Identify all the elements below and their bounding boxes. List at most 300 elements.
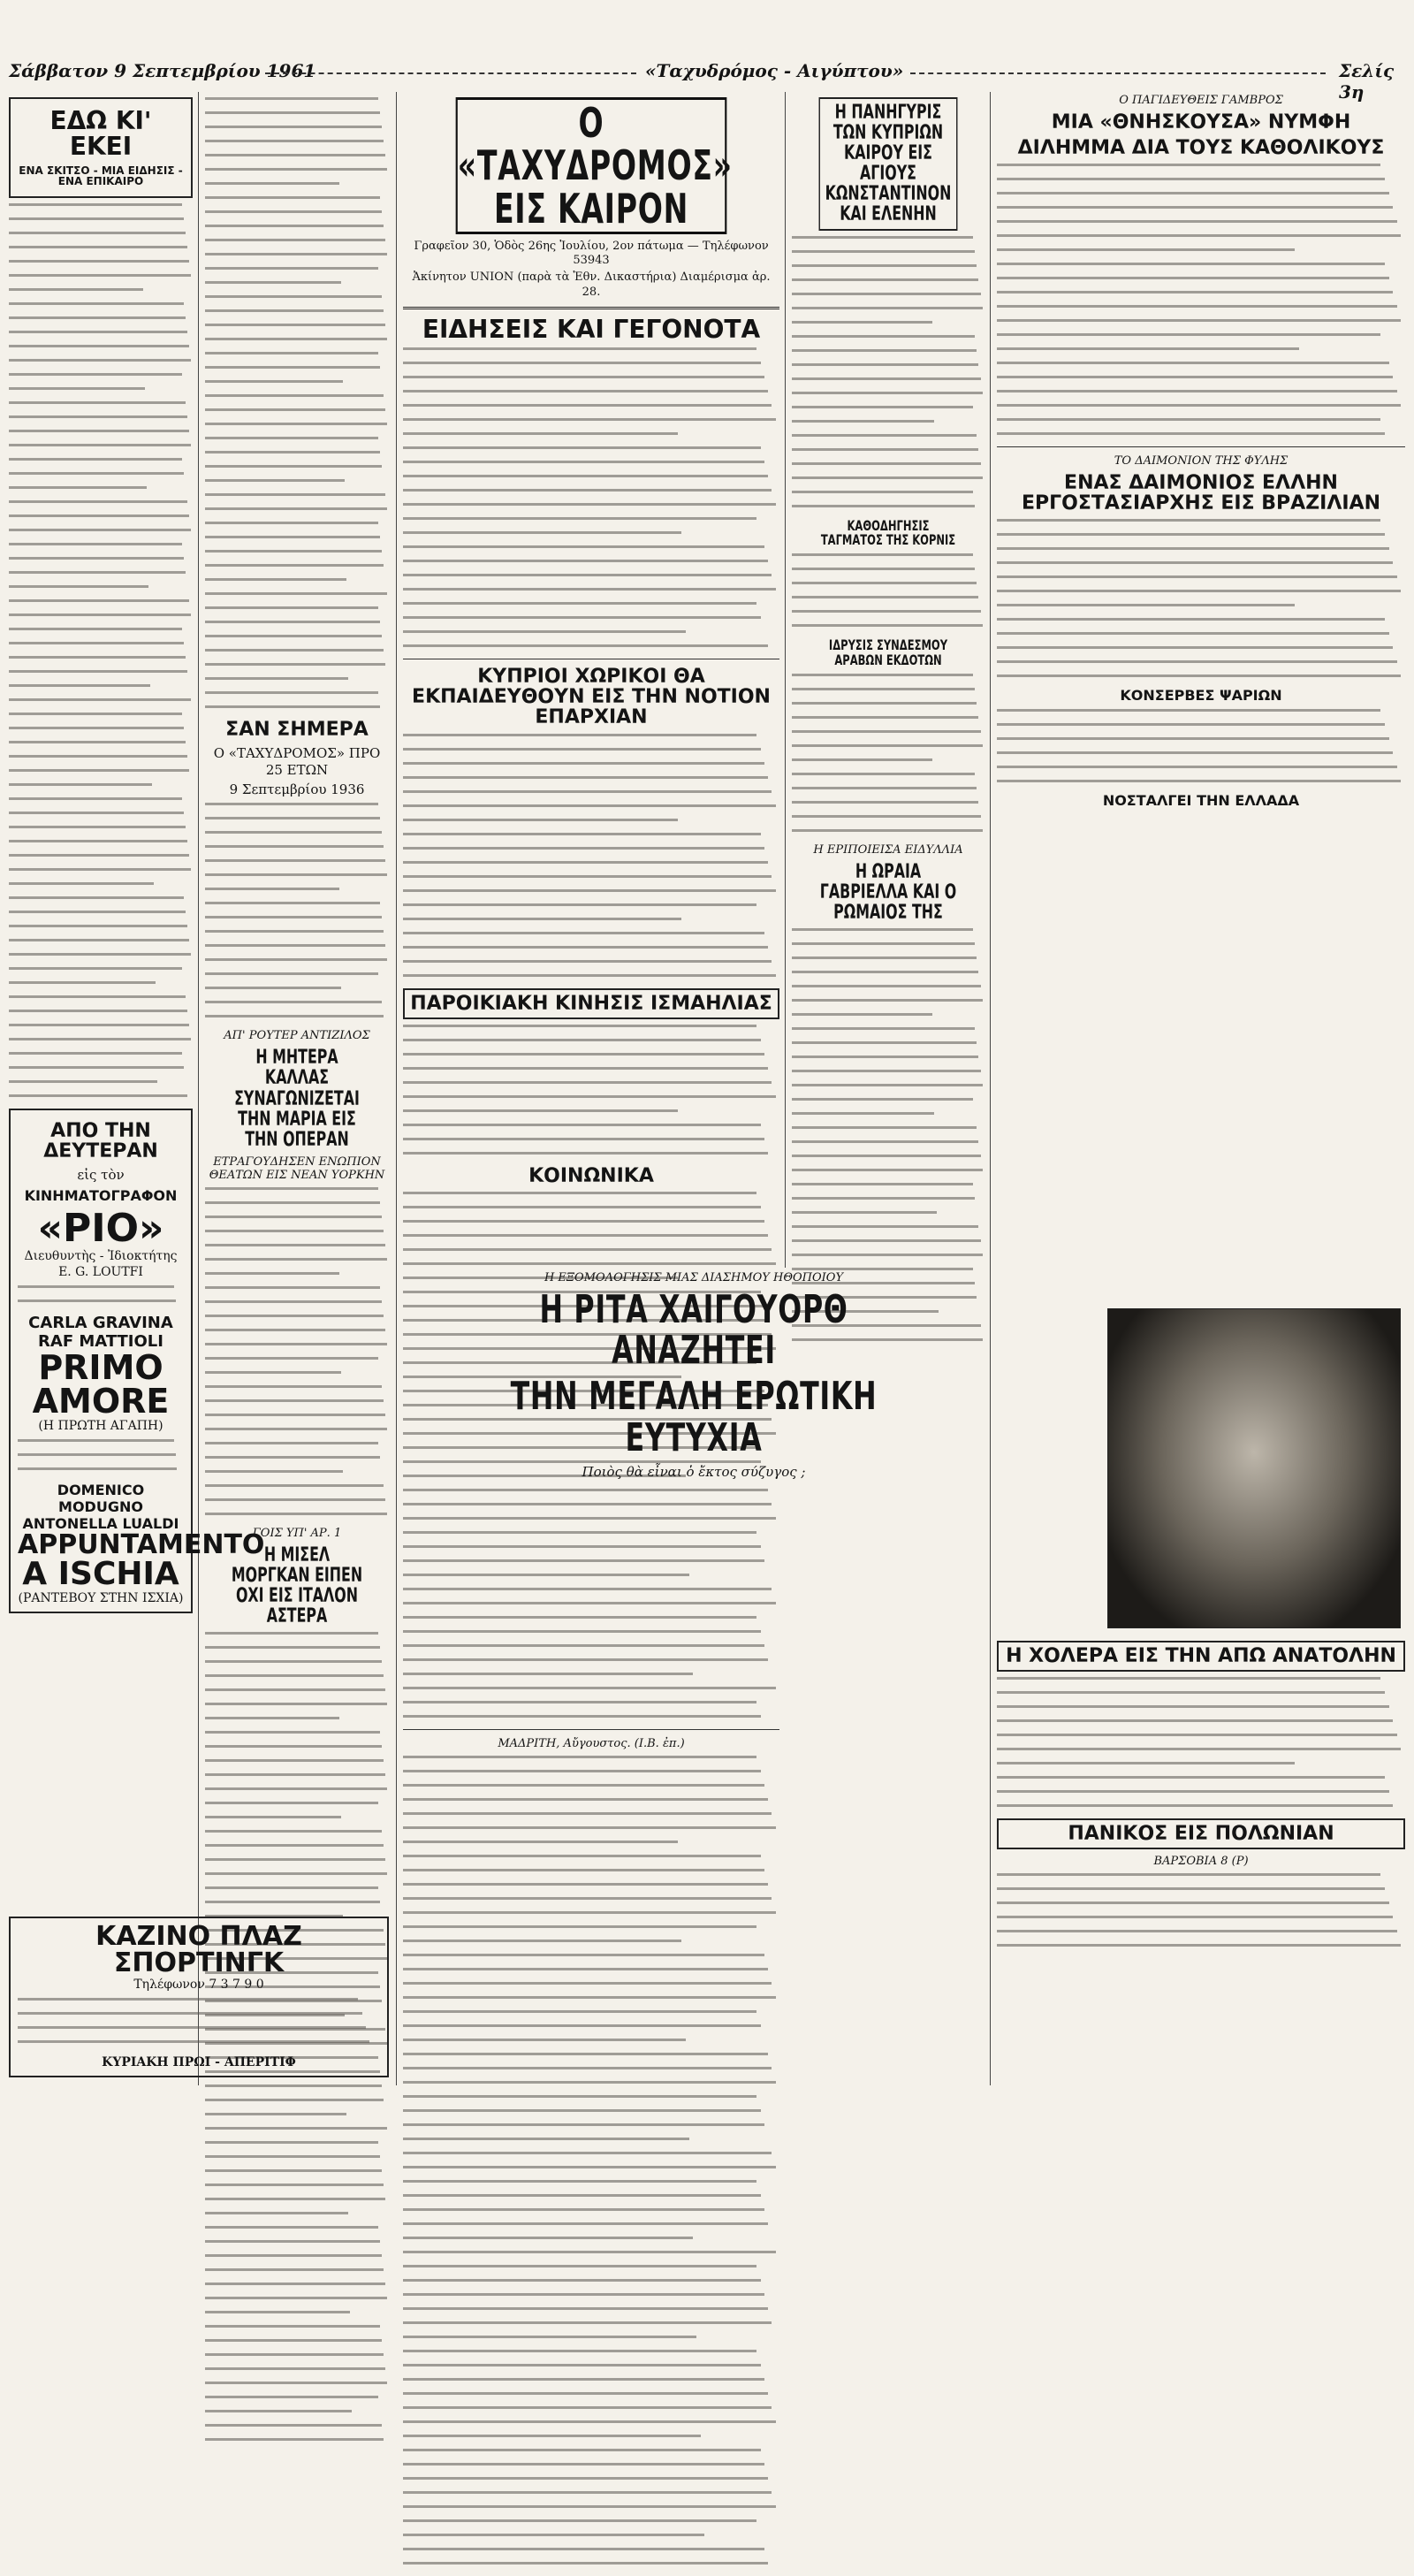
text-line	[9, 232, 186, 234]
text-line	[403, 446, 761, 449]
text-line	[205, 507, 387, 510]
text-line	[205, 2283, 385, 2285]
text-line	[792, 462, 981, 465]
text-line	[9, 1066, 184, 1069]
text-line	[205, 2212, 348, 2214]
text-line	[997, 646, 1393, 649]
text-line	[403, 616, 761, 619]
text-line	[205, 873, 387, 876]
section-title: ΚΟΙΝΩΝΙΚΑ	[528, 1164, 654, 1187]
ad-line: Διευθυντὴς - Ἰδιοκτήτης	[24, 1248, 178, 1263]
text-line	[403, 1883, 768, 1886]
text-line	[205, 281, 341, 284]
text-line	[792, 236, 973, 239]
text-line	[403, 376, 764, 378]
text-line	[205, 1216, 382, 1218]
text-line	[403, 2222, 768, 2225]
text-line	[205, 2155, 380, 2158]
text-line	[403, 2123, 764, 2126]
text-line	[997, 248, 1295, 251]
text-line	[205, 2438, 384, 2441]
text-line	[205, 2382, 387, 2384]
text-line	[403, 489, 772, 492]
text-line	[18, 1467, 177, 1470]
section-header	[9, 97, 193, 198]
text-line	[9, 769, 189, 772]
text-line	[9, 628, 182, 630]
text-line	[403, 1152, 768, 1155]
masthead: Ο «ΤΑΧΥΔΡΟΜΟΣ» ΕΙΣ ΚΑΙΡΟΝ	[456, 97, 727, 234]
text-line	[205, 663, 385, 666]
text-line	[403, 2208, 764, 2211]
text-line	[403, 932, 764, 934]
text-line	[403, 1826, 776, 1829]
text-line	[792, 1183, 973, 1185]
text-line	[9, 670, 187, 673]
text-line	[792, 624, 983, 627]
headline: ΠΑΡΟΙΚΙΑΚΗ ΚΙΝΗΣΙΣ ΙΣΜΑΗΛΙΑΣ	[403, 988, 779, 1019]
text-line	[403, 1025, 756, 1027]
text-line	[403, 2378, 764, 2381]
text-line	[9, 288, 143, 291]
ad-line: Ε. G. LOUTFI	[58, 1264, 143, 1279]
text-line	[403, 804, 776, 807]
text-line	[205, 2311, 350, 2313]
text-line	[997, 333, 1380, 336]
text-line	[205, 309, 384, 312]
text-line	[205, 366, 380, 369]
text-line	[403, 2406, 772, 2409]
text-line	[205, 2339, 382, 2342]
text-line	[205, 1830, 382, 1833]
text-line	[997, 206, 1393, 209]
text-line	[9, 316, 186, 319]
article-text	[997, 709, 1405, 782]
text-line	[792, 956, 977, 959]
text-line	[997, 263, 1385, 265]
film-greek-title: (ΡΑΝΤΕΒΟΥ ΣΤΗΝ ΙΣΧΙΑ)	[18, 1591, 184, 1606]
text-line	[205, 1872, 387, 1875]
text-line	[205, 1688, 385, 1691]
text-line	[205, 1244, 385, 1246]
text-line	[18, 1453, 176, 1456]
text-line	[997, 1719, 1393, 1722]
text-line	[18, 1285, 174, 1288]
film-title: A ISCHIA	[22, 1556, 179, 1593]
text-line	[205, 705, 380, 708]
text-line	[205, 2198, 385, 2200]
text-line	[792, 1254, 983, 1256]
text-line	[403, 517, 756, 520]
text-line	[997, 1790, 1389, 1793]
article-text	[792, 236, 984, 507]
text-line	[403, 1124, 761, 1126]
text-line	[792, 730, 981, 733]
head-rule	[265, 72, 636, 74]
text-line	[205, 1470, 343, 1473]
text-line	[9, 854, 189, 857]
text-line	[403, 2010, 756, 2013]
text-line	[205, 338, 387, 340]
text-line	[9, 939, 189, 941]
text-line	[792, 596, 978, 598]
article-text	[997, 164, 1405, 435]
text-line	[9, 698, 191, 701]
article-text	[997, 1873, 1405, 1947]
ad-line: εἰς τὸν	[77, 1167, 125, 1184]
text-line	[9, 514, 189, 517]
text-line	[997, 192, 1389, 194]
head-rule	[910, 72, 1326, 74]
text-line	[9, 727, 184, 729]
text-line	[403, 918, 681, 920]
text-line	[403, 630, 686, 633]
text-line	[403, 875, 772, 878]
text-line	[403, 1968, 768, 1970]
text-line	[792, 553, 973, 556]
text-line	[403, 602, 756, 605]
text-line	[205, 1001, 382, 1003]
text-line	[792, 1056, 978, 1058]
text-line	[792, 928, 973, 931]
text-line	[9, 543, 182, 545]
divider	[997, 446, 1405, 447]
text-line	[205, 1315, 384, 1317]
text-line	[792, 688, 975, 690]
text-line	[9, 430, 189, 432]
text-line	[997, 234, 1401, 237]
text-line	[792, 801, 978, 804]
text-line	[9, 387, 145, 390]
text-line	[403, 960, 772, 963]
text-line	[997, 632, 1389, 635]
text-line	[403, 1109, 678, 1112]
text-line	[205, 831, 382, 834]
text-line	[403, 2505, 776, 2508]
text-line	[997, 1944, 1401, 1947]
text-line	[205, 1674, 384, 1677]
text-line	[403, 588, 776, 591]
text-line	[9, 203, 182, 206]
text-line	[403, 1630, 761, 1633]
text-line	[205, 1272, 339, 1275]
text-line	[205, 2410, 352, 2412]
section-subtitle: Ο «ΤΑΧΥΔΡΟΜΟΣ» ΠΡΟ 25 ΕΤΩΝ	[213, 745, 381, 778]
text-line	[205, 564, 384, 567]
text-line	[403, 461, 764, 463]
text-line	[403, 2548, 764, 2550]
text-line	[403, 1559, 764, 1562]
text-line	[403, 748, 761, 751]
text-line	[792, 392, 983, 394]
article-text	[205, 1187, 389, 1515]
ad-text	[18, 1439, 184, 1470]
section-title: ΣΑΝ ΣΗΜΕΡΑ	[225, 719, 369, 741]
text-line	[792, 716, 978, 719]
text-line	[9, 868, 191, 871]
text-line	[9, 797, 182, 800]
text-line	[792, 1197, 975, 1200]
headline: Η ΧΟΛΕΡΑ ΕΙΣ ΤΗΝ ΑΠΩ ΑΝΑΤΟΛΗΝ	[997, 1641, 1405, 1672]
article-text	[403, 1025, 779, 1155]
text-line	[792, 942, 975, 945]
text-line	[403, 2081, 776, 2084]
text-line	[9, 557, 184, 560]
text-line	[792, 1027, 975, 1030]
text-line	[9, 1024, 189, 1026]
text-line	[403, 1081, 772, 1084]
text-line	[403, 347, 756, 350]
cast-name: RAF MATTIOLI	[38, 1332, 163, 1352]
portrait-photo	[1107, 1308, 1401, 1628]
text-line	[403, 390, 768, 392]
text-line	[9, 359, 191, 362]
text-line	[403, 503, 776, 506]
text-line	[403, 2279, 761, 2282]
text-line	[205, 2226, 378, 2229]
text-line	[997, 164, 1380, 166]
text-line	[9, 1010, 187, 1012]
text-line	[205, 1513, 387, 1515]
text-line	[792, 787, 977, 789]
text-line	[403, 2477, 768, 2480]
text-line	[9, 302, 184, 305]
text-line	[205, 2353, 384, 2356]
article-text	[792, 553, 984, 627]
text-line	[997, 723, 1385, 726]
text-line	[792, 1211, 937, 1214]
casino-phone: Τηλέφωνον 7 3 7 9 0	[133, 1978, 264, 1992]
text-line	[403, 432, 678, 435]
text-line	[997, 751, 1393, 754]
section-title: ΕΙΔΗΣΕΙΣ ΚΑΙ ΓΕΓΟΝΟΤΑ	[422, 314, 761, 344]
column-5-lower	[997, 1635, 1405, 1958]
text-line	[403, 2138, 689, 2140]
text-line	[205, 2127, 387, 2130]
text-line	[205, 1414, 385, 1416]
column-rule	[396, 92, 397, 2085]
text-line	[403, 1248, 772, 1251]
text-line	[205, 168, 387, 171]
text-line	[9, 755, 187, 758]
text-line	[205, 1745, 382, 1748]
headline: ΚΑΘΟΔΗΓΗΣΙΣ ΤΑΓΜΑΤΟΣ ΤΗΣ ΚΟΡΝΙΣ	[820, 516, 956, 549]
text-line	[205, 1286, 380, 1289]
column-1	[9, 92, 265, 1620]
text-line	[9, 812, 184, 814]
text-line	[205, 972, 378, 975]
text-line	[205, 408, 385, 411]
text-line	[205, 1357, 378, 1360]
text-line	[403, 1602, 776, 1604]
text-line	[403, 1687, 776, 1689]
text-line	[9, 1052, 182, 1055]
text-line	[997, 533, 1385, 536]
text-line	[403, 1545, 761, 1548]
text-line	[792, 1112, 934, 1115]
text-line	[997, 604, 1295, 606]
text-line	[9, 331, 187, 333]
text-line	[205, 944, 385, 947]
text-line	[997, 362, 1389, 364]
text-line	[205, 1230, 384, 1232]
article-text	[403, 347, 779, 647]
text-line	[205, 1886, 378, 1889]
text-line	[9, 401, 186, 404]
text-line	[792, 1084, 983, 1086]
text-line	[205, 522, 378, 524]
text-line	[792, 278, 978, 281]
text-line	[205, 817, 380, 819]
text-line	[9, 981, 156, 984]
text-line	[997, 660, 1397, 663]
text-line	[403, 903, 756, 906]
column-rule	[198, 92, 199, 2085]
text-line	[205, 493, 385, 496]
text-line	[403, 1940, 681, 1942]
text-line	[403, 2435, 701, 2437]
text-line	[9, 642, 184, 644]
text-line	[403, 2166, 776, 2168]
text-line	[205, 380, 343, 383]
text-line	[403, 2251, 776, 2253]
section-title: ΕΔΩ ΚΙ' ΕΚΕΙ	[49, 106, 152, 162]
text-line	[205, 196, 380, 199]
headline: Η ΜΗΤΕΡΑ ΚΑΛΛΑΣ ΣΥΝΑΓΩΝΙΖΕΤΑΙ ΤΗΝ ΜΑΡΙΑ ΕΙΣ ΤΗΝ ΟΠΕΡΑΝ	[234, 1047, 360, 1151]
text-line	[997, 1677, 1380, 1680]
text-line	[403, 2109, 761, 2112]
text-line	[792, 363, 978, 366]
text-line	[205, 154, 385, 156]
text-line	[792, 420, 934, 423]
text-line	[997, 319, 1401, 322]
text-line	[792, 674, 973, 676]
headline: ΙΔΡΥΣΙΣ ΣΥΝΔΕΣΜΟΥ ΑΡΑΒΩΝ ΕΚΔΟΤΩΝ	[828, 636, 948, 668]
text-line	[9, 585, 148, 588]
text-line	[205, 1858, 385, 1861]
text-line	[403, 1784, 764, 1787]
text-line	[403, 1658, 768, 1661]
column-label: Ο ΠΑΓΙΔΕΥΘΕΙΣ ΓΑΜΒΡΟΣ	[1119, 94, 1283, 107]
film-title: PRIMO AMORE	[32, 1348, 170, 1421]
text-line	[403, 1192, 756, 1194]
subheadline: ΕΤΡΑΓΟΥΔΗΣΕΝ ΕΝΩΠΙΟΝ ΘΕΑΤΩΝ ΕΙΣ ΝΕΑΝ ΥΟΡΚΗΝ	[209, 1155, 385, 1182]
text-line	[403, 1897, 772, 1900]
text-line	[9, 614, 191, 616]
text-line	[9, 373, 182, 376]
headline: ΚΥΠΡΙΟΙ ΧΩΡΙΚΟΙ ΘΑ ΕΚΠΑΙΔΕΥΘΟΥΝ ΕΙΣ ΤΗΝ ΝΟΤΙΟΝ ΕΠΑΡΧΙΑΝ	[412, 666, 771, 729]
article-text	[403, 1756, 779, 2565]
text-line	[403, 1095, 776, 1098]
text-line	[9, 415, 187, 418]
text-line	[997, 1902, 1389, 1904]
text-line	[403, 418, 776, 421]
section-date: 9 Σεπτεμβρίου 1936	[229, 781, 365, 797]
masthead-address: Ἀκίνητον UNION (παρὰ τὰ Ἐθν. Δικαστήρια) Διαμέρισμα ἀρ. 28.	[412, 271, 771, 299]
text-line	[403, 1517, 776, 1520]
text-line	[205, 295, 382, 298]
text-line	[403, 2152, 772, 2154]
text-line	[205, 2113, 346, 2115]
text-line	[9, 599, 189, 602]
text-line	[9, 826, 186, 828]
text-line	[792, 377, 981, 380]
text-line	[9, 260, 189, 263]
text-line	[205, 2254, 382, 2257]
masthead-address: Γραφεῖον 30, Ὁδὸς 26ης Ἰουλίου, 2ον πάτωμα — Τηλέφωνον 53943	[414, 239, 769, 268]
text-line	[205, 649, 384, 652]
divider	[403, 1729, 779, 1730]
text-line	[403, 1954, 764, 1956]
text-line	[9, 840, 187, 842]
text-line	[403, 1925, 756, 1928]
article-text	[205, 803, 389, 1017]
headline: Η ΜΙΣΕΛ ΜΟΡΓΚΑΝ ΕΙΠΕΝ ΟΧΙ ΕΙΣ ΙΤΑΛΟΝ ΑΣΤΕΡΑ	[231, 1543, 363, 1628]
text-line	[792, 971, 978, 973]
ad-line: ΑΠΟ ΤΗΝ ΔΕΥΤΕΡΑΝ	[43, 1119, 158, 1163]
text-line	[997, 674, 1401, 677]
text-line	[997, 305, 1397, 308]
text-line	[205, 267, 378, 270]
text-line	[792, 307, 983, 309]
text-line	[9, 444, 191, 446]
text-line	[997, 1916, 1393, 1918]
text-line	[9, 882, 154, 885]
text-line	[403, 1770, 761, 1772]
headline: Η ΩΡΑΙΑ ΓΑΒΡΙΕΛΛΑ ΚΑΙ Ο ΡΩΜΑΙΟΣ ΤΗΣ	[819, 860, 957, 924]
text-line	[205, 550, 382, 553]
text-line	[403, 2053, 768, 2055]
text-line	[18, 1439, 174, 1442]
text-line	[792, 476, 983, 479]
text-line	[205, 958, 387, 961]
page-number: Σελίς 3η	[1339, 60, 1395, 103]
text-line	[997, 618, 1385, 621]
text-line	[792, 335, 975, 338]
casino-footer: ΚΥΡΙΑΚΗ ΠΡΩΙ - ΑΠΕΡΙΤΙΦ	[102, 2055, 296, 2070]
text-line	[205, 592, 387, 595]
text-line	[403, 574, 772, 576]
text-line	[403, 2519, 756, 2522]
text-line	[403, 2364, 761, 2366]
text-line	[18, 1998, 358, 2001]
text-line	[997, 590, 1401, 592]
text-line	[997, 709, 1380, 712]
text-line	[792, 985, 981, 987]
text-line	[403, 847, 764, 850]
text-line	[205, 2099, 384, 2101]
text-line	[205, 97, 378, 100]
text-line	[792, 1155, 981, 1157]
text-line	[403, 1841, 678, 1843]
cast-name: ANTONELLA LUALDI	[22, 1515, 179, 1533]
text-line	[403, 545, 764, 548]
text-line	[403, 1489, 768, 1491]
text-line	[792, 1169, 983, 1171]
text-line	[205, 859, 385, 862]
text-line	[997, 277, 1389, 279]
text-line	[9, 1038, 191, 1040]
text-line	[205, 1371, 341, 1374]
text-line	[997, 178, 1385, 180]
text-line	[205, 210, 382, 213]
text-line	[9, 529, 191, 531]
text-line	[403, 819, 678, 821]
text-line	[205, 465, 382, 468]
text-line	[997, 766, 1397, 768]
text-line	[205, 845, 384, 848]
text-line	[205, 1399, 384, 1402]
